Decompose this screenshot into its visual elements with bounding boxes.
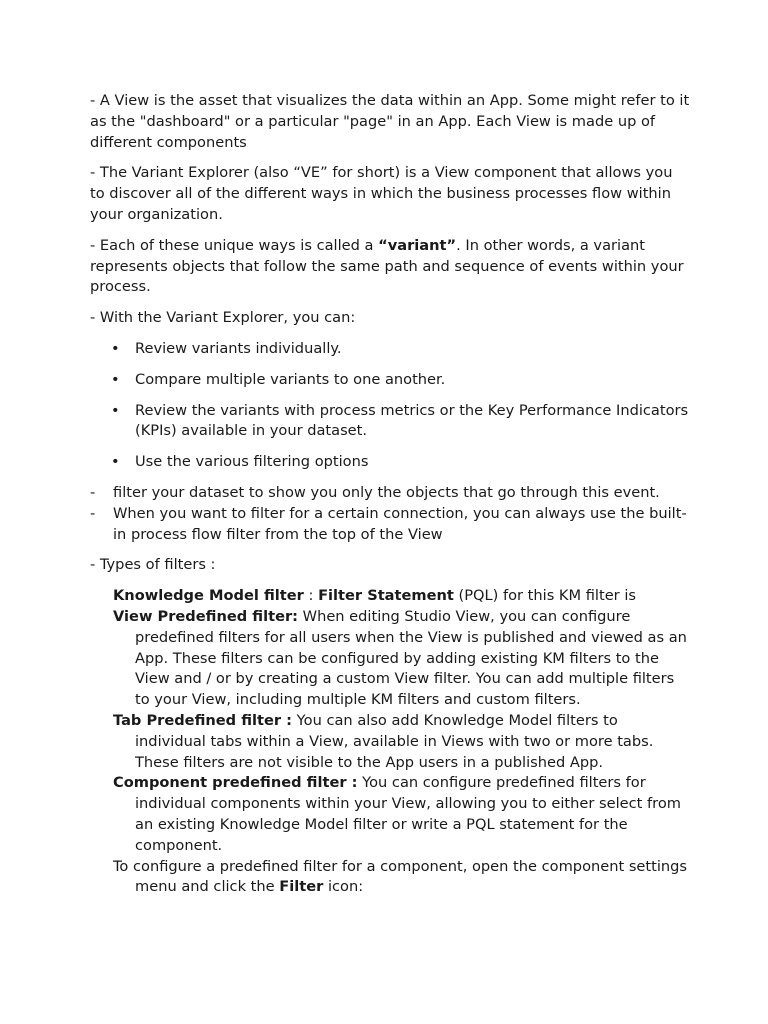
filter-icon-term: Filter [279,878,324,896]
view-predefined-filter [113,607,690,711]
km-filter-term: Knowledge Model filter [113,587,304,605]
dash-glyph: - [90,504,96,522]
list-item [90,401,690,443]
tab-predefined-text: You can also add Knowledge Model filters to individual tabs within a View, available in Views with two or more tabs. These filters are not visible to the App users in a published App. [135,711,654,771]
component-predefined-filter [113,773,690,856]
tab-predefined-filter [113,711,690,773]
tab-predefined-term: Tab Predefined filter : [113,711,293,729]
list-item-text: Review variants individually. [135,339,342,357]
variant-text-after: . In other words, a variant represents objects that follow the same path and sequence of events within your process. [90,236,684,296]
km-filter-separator: : [303,587,319,605]
filter-types-heading: - Types of filters : [90,556,216,574]
filter-types-section [113,586,690,898]
variant-term: “variant” [378,236,457,254]
variant-text-before: - Each of these unique ways is called a [90,236,379,254]
km-filter-text: (PQL) for this KM filter is [453,587,636,605]
variant-definition-paragraph [90,236,690,298]
component-predefined-term: Component predefined filter : [113,774,358,792]
bullet-glyph: • [111,453,120,471]
dash-glyph: - [90,483,96,501]
list-item [90,370,690,391]
configure-text-before: To configure a predefined filter for a component, open the component settings menu and click the [113,857,688,896]
component-predefined-text: You can configure predefined filters for individual components within your View, allowing you to either select from an existing Knowledge Model filter or write a PQL statement for the component. [135,774,681,854]
bullet-glyph: • [111,370,120,388]
list-item-text: Compare multiple variants to one another. [135,370,446,388]
bullet-glyph: • [111,339,120,357]
km-filter-line [113,586,690,607]
variant-explorer-paragraph: - The Variant Explorer (also “VE” for short) is a View component that allows you to discover all of the different ways in which the business processes flow within your organization. [90,164,673,223]
configure-text-after: icon: [323,878,364,896]
list-item-text: Review the variants with process metrics or the Key Performance Indicators (KPIs) available in your dataset. [135,401,689,440]
view-definition-paragraph: - A View is the asset that visualizes the data within an App. Some might refer to it as the "dashboard" or a particular "page" in an App. Each View is made up of different components [90,92,690,151]
filter-statement-term: Filter Statement [318,587,454,605]
list-item [90,452,690,473]
filtering-notes-list [90,483,690,545]
capabilities-intro: - With the Variant Explorer, you can: [90,309,356,327]
capabilities-list [90,339,690,473]
list-item [90,504,690,546]
configure-filter-instructions [113,857,690,899]
document-page [90,91,690,898]
list-item [90,483,690,504]
list-item-text: When you want to filter for a certain connection, you can always use the built-in process flow filter from the top of the View [113,504,687,543]
view-predefined-term: View Predefined filter: [113,607,298,625]
bullet-glyph: • [111,401,120,419]
list-item-text: Use the various filtering options [135,453,369,471]
view-predefined-text: When editing Studio View, you can configure predefined filters for all users when the View is published and viewed as an App. These filters can be configured by adding existing KM filters to the View and / or by creating a custom View filter. You can add multiple filters to your View, including multiple KM filters and custom filters. [135,607,687,709]
list-item-text: filter your dataset to show you only the objects that go through this event. [113,483,660,501]
list-item [90,339,690,360]
